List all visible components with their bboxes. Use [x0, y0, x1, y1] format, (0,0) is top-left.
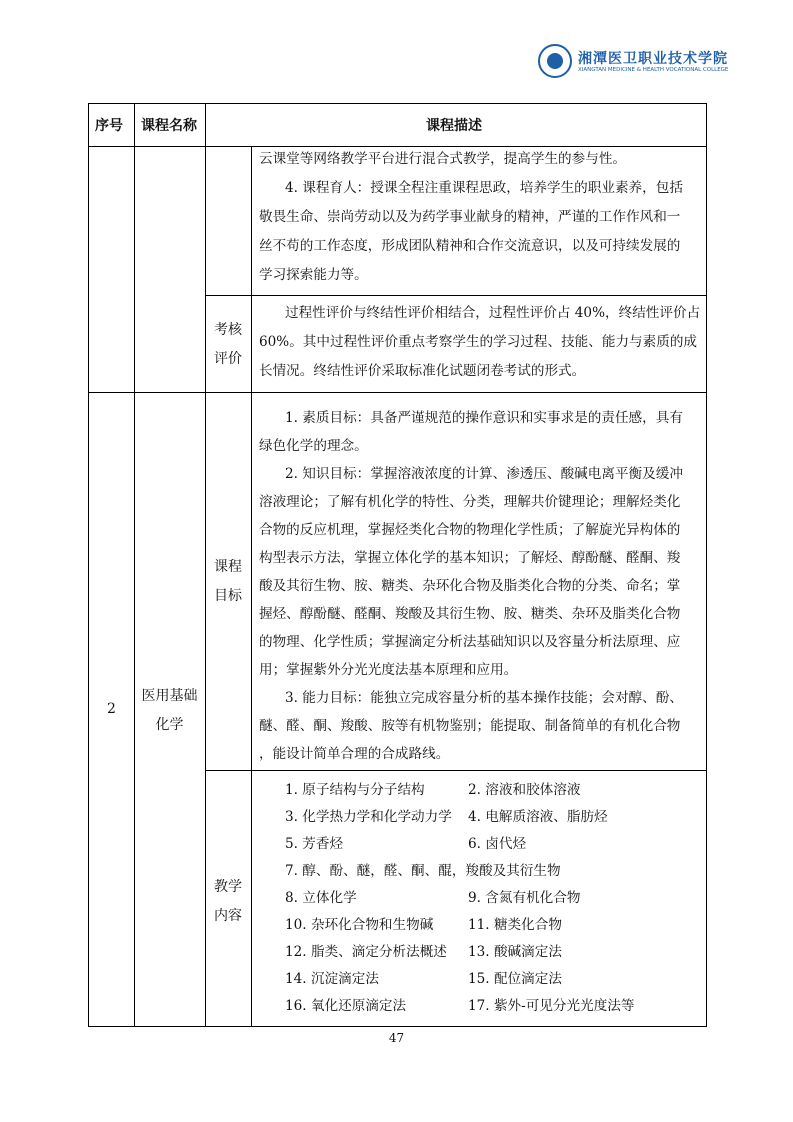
desc-line: 云课堂等网络教学平台进行混合式教学，提高学生的参与性。 — [259, 151, 627, 167]
content-item: 16. 氧化还原滴定法 — [285, 998, 407, 1014]
header-course-description: 课程描述 — [426, 118, 482, 134]
goal-line: 酸及其衍生物、胺、糖类、杂环化合物及脂类化合物的分类、命名；掌 — [259, 578, 681, 594]
course-name: 化学 — [155, 717, 184, 733]
content-item: 8. 立体化学 — [285, 890, 357, 906]
content-item: 1. 原子结构与分子结构 — [285, 782, 425, 798]
eval-label: 评价 — [214, 351, 242, 367]
content-item: 7. 醇、酚、醚，醛、酮、醌，羧酸及其衍生物 — [285, 863, 561, 879]
header-number: 序号 — [95, 118, 123, 134]
eval-line: 60%。其中过程性评价重点考察学生的学习过程、技能、能力与素质的成 — [259, 334, 698, 350]
eval-line: 长情况。终结性评价采取标准化试题闭卷考试的形式。 — [259, 363, 586, 379]
course-table — [88, 103, 707, 1027]
course-name: 医用基础 — [141, 688, 198, 704]
content-item: 15. 配位滴定法 — [468, 971, 562, 987]
content-item: 3. 化学热力学和化学动力学 — [285, 809, 452, 825]
content-item: 13. 酸碱滴定法 — [468, 944, 562, 960]
content-item: 11. 糖类化合物 — [468, 917, 562, 933]
goal-line: 合物的反应机理，掌握烃类化合物的物理化学性质；了解旋光异构体的 — [259, 522, 681, 538]
content-item: 2. 溶液和胶体溶液 — [468, 782, 581, 798]
content-item: 4. 电解质溶液、脂肪烃 — [468, 809, 608, 825]
content-label: 教学 — [214, 879, 242, 895]
goal-line: ，能设计简单合理的合成路线。 — [259, 746, 450, 762]
desc-line: 丝不苟的工作态度，形成团队精神和合作交流意识，以及可持续发展的 — [259, 238, 681, 254]
content-item: 17. 紫外-可见分光光度法等 — [468, 998, 635, 1014]
school-logo — [538, 44, 729, 82]
header-course-name: 课程名称 — [141, 118, 197, 134]
content-item: 5. 芳香烃 — [285, 836, 344, 852]
page-number: 47 — [388, 1031, 405, 1045]
goal-line: 用；掌握紫外分光光度法基本原理和应用。 — [259, 662, 518, 678]
content-item: 12. 脂类、滴定分析法概述 — [285, 944, 447, 960]
goal-line: 握烃、醇酚醚、醛酮、羧酸及其衍生物、胺、糖类、杂环及脂类化合物 — [259, 606, 681, 622]
goal-line: 绿色化学的理念。 — [259, 438, 368, 454]
goal-line: 醚、醛、酮、羧酸、胺等有机物鉴别；能提取、制备简单的有机化合物 — [259, 718, 681, 734]
content-item: 14. 沉淀滴定法 — [285, 971, 379, 987]
desc-line: 敬畏生命、崇尚劳动以及为药学事业献身的精神，严谨的工作作风和一 — [259, 209, 681, 225]
goal-line: 2. 知识目标：掌握溶液浓度的计算、渗透压、酸碱电离平衡及缓冲 — [285, 466, 683, 482]
desc-line: 学习探索能力等。 — [259, 267, 368, 283]
goal-line: 构型表示方法，掌握立体化学的基本知识；了解烃、醇酚醚、醛酮、羧 — [259, 550, 681, 566]
row-number: 2 — [107, 701, 116, 717]
content-item: 6. 卤代烃 — [468, 836, 527, 852]
goal-label: 课程 — [214, 559, 242, 575]
content-item: 10. 杂环化合物和生物碱 — [285, 917, 434, 933]
content-label: 内容 — [214, 908, 242, 924]
goal-label: 目标 — [214, 588, 242, 604]
eval-label: 考核 — [214, 322, 242, 338]
eval-line: 过程性评价与终结性评价相结合，过程性评价占 40%，终结性评价占 — [285, 305, 701, 321]
goal-line: 1. 素质目标：具备严谨规范的操作意识和实事求是的责任感，具有 — [285, 410, 683, 426]
school-emblem-icon — [538, 44, 572, 78]
school-name-cn: 湘潭医卫职业技术学院 — [578, 51, 728, 67]
goal-line: 3. 能力目标：能独立完成容量分析的基本操作技能；会对醇、酚、 — [285, 690, 683, 706]
goal-line: 的物理、化学性质；掌握滴定分析法基础知识以及容量分析法原理、应 — [259, 634, 681, 650]
goal-line: 溶液理论；了解有机化学的特性、分类，理解共价键理论；理解烃类化 — [259, 494, 681, 510]
content-item: 9. 含氮有机化合物 — [468, 890, 581, 906]
school-name-en: XIANGTAN MEDICINE & HEALTH VOCATIONAL COLLEGE — [578, 67, 729, 73]
desc-line: 4. 课程育人：授课全程注重课程思政，培养学生的职业素养，包括 — [285, 180, 683, 196]
